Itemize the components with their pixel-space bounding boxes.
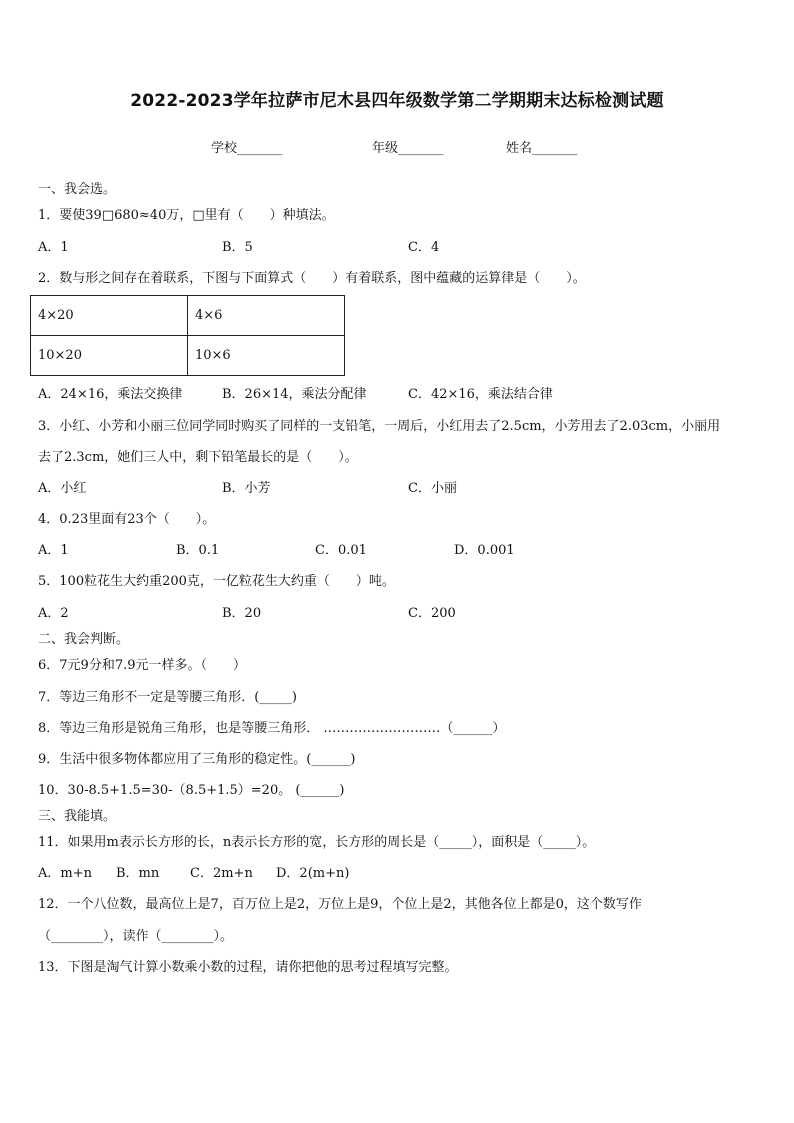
question-7: 7．等边三角形不一定是等腰三角形．(_____) <box>38 690 297 705</box>
question-4: 4．0.23里面有23个（ ）。 <box>38 512 216 527</box>
q2-option-c[interactable]: C．42×16，乘法结合律 <box>408 387 553 402</box>
question-8: 8．等边三角形是锐角三角形，也是等腰三角形． ………………………（______） <box>38 721 506 736</box>
q1-option-a[interactable]: A．1 <box>38 240 69 255</box>
q3-option-c[interactable]: C．小丽 <box>408 481 457 496</box>
grade-field[interactable]: 年级_______ <box>372 141 444 156</box>
q4-option-a[interactable]: A．1 <box>38 543 69 558</box>
section-heading-fill: 三、我能填。 <box>38 809 117 824</box>
q1-option-c[interactable]: C．4 <box>408 240 440 255</box>
q1-option-b[interactable]: B．5 <box>222 240 253 255</box>
q4-option-c[interactable]: C．0.01 <box>315 543 367 558</box>
q5-option-c[interactable]: C．200 <box>408 606 456 621</box>
question-13: 13．下图是淘气计算小数乘小数的过程，请你把他的思考过程填写完整。 <box>38 960 458 975</box>
table-cell: 10×20 <box>31 336 188 376</box>
q2-area-table <box>30 295 345 376</box>
q11-option-c[interactable]: C．2m+n <box>190 866 253 881</box>
name-field[interactable]: 姓名_______ <box>506 141 578 156</box>
question-12-line-1: 12．一个八位数，最高位上是7，百万位上是2，万位上是9，个位上是2，其他各位上都是0，这个数写作 <box>38 897 642 912</box>
q3-option-b[interactable]: B．小芳 <box>222 481 271 496</box>
q2-option-a[interactable]: A．24×16，乘法交换律 <box>38 387 183 402</box>
question-3-line-2: 去了2.3cm，她们三人中，剩下铅笔最长的是（ ）。 <box>38 450 358 465</box>
question-11: 11．如果用m表示长方形的长，n表示长方形的宽，长方形的周长是（_____），面积是（_____）。 <box>38 835 596 850</box>
table-cell: 4×6 <box>188 296 345 336</box>
table-cell: 4×20 <box>31 296 188 336</box>
table-cell: 10×6 <box>188 336 345 376</box>
q4-option-b[interactable]: B．0.1 <box>176 543 220 558</box>
q5-option-a[interactable]: A．2 <box>38 606 69 621</box>
q3-option-a[interactable]: A．小红 <box>38 481 87 496</box>
q4-option-d[interactable]: D．0.001 <box>454 543 515 558</box>
question-2: 2．数与形之间存在着联系，下图与下面算式（ ）有着联系，图中蕴藏的运算律是（ ）。 <box>38 271 586 286</box>
section-heading-choice: 一、我会选。 <box>38 182 117 197</box>
q5-option-b[interactable]: B．20 <box>222 606 262 621</box>
q2-option-b[interactable]: B．26×14，乘法分配律 <box>222 387 367 402</box>
question-12-line-2: （________），读作（________）。 <box>38 929 234 944</box>
question-1: 1．要使39□680≈40万，□里有（ ）种填法。 <box>38 208 335 223</box>
question-9: 9．生活中很多物体都应用了三角形的稳定性。(______) <box>38 752 356 767</box>
question-3-line-1: 3．小红、小芳和小丽三位同学同时购买了同样的一支铅笔，一周后，小红用去了2.5cm，小芳用去了2.03cm，小丽用 <box>38 419 721 434</box>
page-title: 2022-2023学年拉萨市尼木县四年级数学第二学期期末达标检测试题 <box>130 91 664 111</box>
question-6: 6．7元9分和7.9元一样多。（ ） <box>38 658 246 673</box>
question-10: 10．30-8.5+1.5=30-（8.5+1.5）=20。 (______) <box>38 783 345 798</box>
q11-option-b[interactable]: B．mn <box>116 866 160 881</box>
q11-option-a[interactable]: A．m+n <box>38 866 92 881</box>
section-heading-judge: 二、我会判断。 <box>38 632 130 647</box>
q11-option-d[interactable]: D．2(m+n) <box>276 866 350 881</box>
school-field[interactable]: 学校_______ <box>211 141 283 156</box>
question-5: 5．100粒花生大约重200克，一亿粒花生大约重（ ）吨。 <box>38 574 395 589</box>
